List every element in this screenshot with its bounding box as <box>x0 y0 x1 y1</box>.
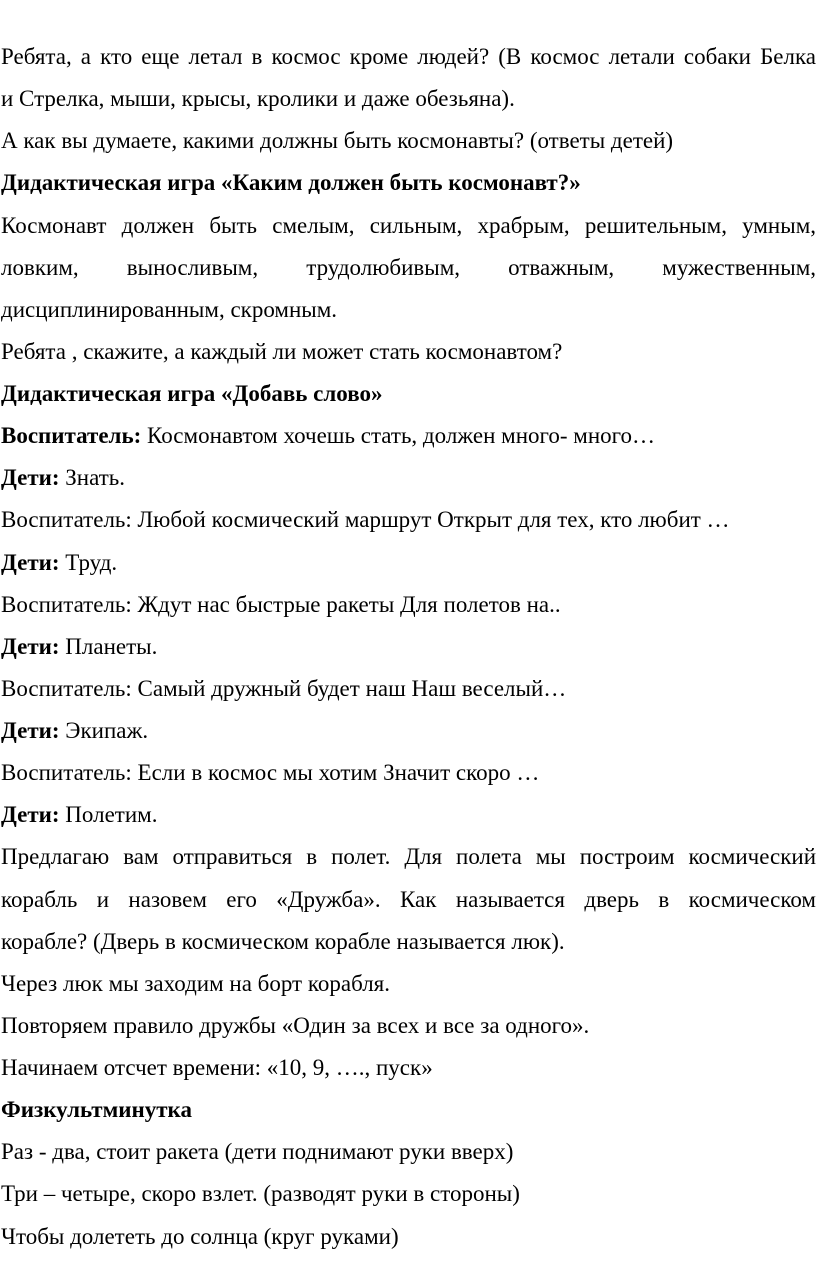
regular-text: и Стрелка, мыши, крысы, кролики и даже обезьяна). <box>1 86 515 112</box>
regular-text: Воспитатель: Ждут нас быстрые ракеты Для полетов на.. <box>1 591 561 617</box>
regular-text: Экипаж. <box>59 718 149 743</box>
bold-text: Дети: <box>1 465 60 491</box>
text-line <box>1 415 816 457</box>
text-line <box>1 457 816 499</box>
regular-text: Три – четыре, скоро взлет. (разводят руки в стороны) <box>1 1181 520 1207</box>
regular-text: А как вы думаете, какими должны быть космонавты? (ответы детей) <box>1 128 674 154</box>
text-line <box>1 331 816 373</box>
text-line <box>1 542 816 584</box>
text-line <box>1 584 816 626</box>
regular-text: Повторяем правило дружбы «Один за всех и все за одного». <box>1 1012 590 1038</box>
regular-text: корабле? (Дверь в космическом корабле называется люк). <box>1 928 565 954</box>
text-line <box>1 373 816 415</box>
text-line <box>1 1216 816 1258</box>
regular-text: Начинаем отсчет времени: «10, 9, …., пуск» <box>1 1055 433 1080</box>
bold-text: Физкультминутка <box>1 1097 192 1123</box>
regular-text: Через люк мы заходим на борт корабля. <box>1 970 391 996</box>
regular-text: Ребята , скажите, а каждый ли может стать космонавтом? <box>1 338 563 364</box>
text-line <box>1 36 816 78</box>
bold-text: Дидактическая игра «Добавь слово» <box>1 381 383 406</box>
text-line <box>1 794 816 836</box>
regular-text: ловким, выносливым, трудолюбивым, отважным, мужественным, <box>1 254 816 280</box>
regular-text: Предлагаю вам отправиться в полет. Для полета мы построим космический <box>1 844 816 870</box>
regular-text: Полетим. <box>59 802 158 828</box>
regular-text: Воспитатель: Самый дружный будет наш Наш веселый… <box>1 675 567 701</box>
regular-text: дисциплинированным, скромным. <box>1 296 338 322</box>
text-line <box>1 78 816 120</box>
regular-text: корабль и назовем его «Дружба». Как называется дверь в космическом <box>1 886 816 912</box>
text-line <box>1 205 816 247</box>
regular-text: Знать. <box>59 465 126 491</box>
text-line <box>1 921 816 963</box>
regular-text: Чтобы долететь до солнца (круг руками) <box>1 1223 399 1249</box>
bold-text: Дети: <box>1 549 60 575</box>
bold-text: Дети: <box>1 802 60 828</box>
text-line <box>1 499 816 541</box>
text-line <box>1 1131 816 1173</box>
text-line <box>1 963 816 1005</box>
text-line <box>1 1173 816 1215</box>
regular-text: Раз - два, стоит ракета (дети поднимают руки вверх) <box>1 1139 514 1165</box>
text-line <box>1 289 816 331</box>
text-line <box>1 752 816 794</box>
bold-text: Дидактическая игра «Каким должен быть космонавт?» <box>1 170 581 196</box>
text-line <box>1 836 816 878</box>
regular-text: Космонавт должен быть смелым, сильным, храбрым, решительным, умным, <box>1 212 816 238</box>
text-line <box>1 710 816 752</box>
document-body <box>1 36 816 1258</box>
bold-text: Дети: <box>1 633 60 659</box>
regular-text: Труд. <box>59 549 118 575</box>
text-line <box>1 626 816 668</box>
text-line <box>1 247 816 289</box>
text-line <box>1 1005 816 1047</box>
bold-text: Воспитатель: <box>1 423 142 449</box>
text-line <box>1 668 816 710</box>
regular-text: Воспитатель: Любой космический маршрут Открыт для тех, кто любит … <box>1 507 730 533</box>
text-line <box>1 120 816 162</box>
text-line <box>1 1047 816 1089</box>
text-line <box>1 162 816 204</box>
text-line <box>1 879 816 921</box>
regular-text: Планеты. <box>59 633 158 659</box>
bold-text: Дети: <box>1 718 60 743</box>
text-line <box>1 1089 816 1131</box>
regular-text: Воспитатель: Если в космос мы хотим Значит скоро … <box>1 760 540 786</box>
regular-text: Ребята, а кто еще летал в космос кроме людей? (В космос летали собаки Белка <box>1 44 816 69</box>
regular-text: Космонавтом хочешь стать, должен много- много… <box>141 423 656 449</box>
